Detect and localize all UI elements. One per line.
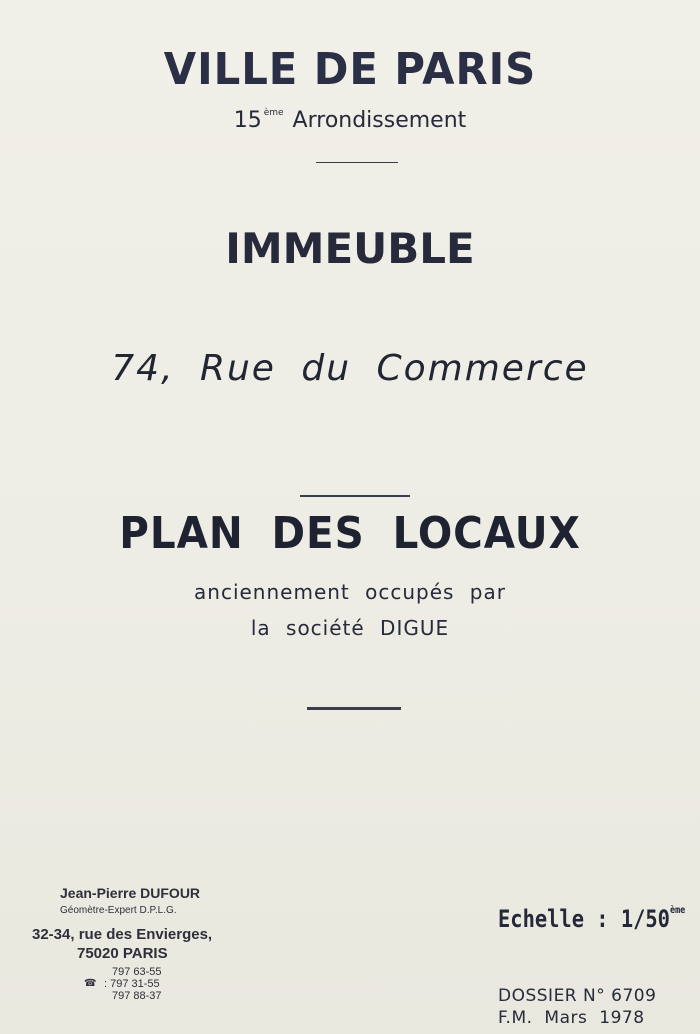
divider-1 [316,162,398,163]
surveyor-address-line1: 32-34, rue des Envierges, [32,926,213,943]
surveyor-address-line2: 75020 PARIS [77,945,168,962]
scale-value: Echelle : 1/50 [498,905,670,933]
surveyor-phone-1: 797 63-55 [112,966,162,978]
surveyor-title: Géomètre-Expert D.P.L.G. [60,905,177,916]
building-label: IMMEUBLE [225,224,475,273]
plan-title: PLAN DES LOCAUX [119,508,581,559]
building-address: 74, Rue du Commerce [111,348,589,389]
surveyor-name: Jean-Pierre DUFOUR [60,885,201,901]
telephone-icon: ☎ [84,978,97,989]
scale-label [498,905,685,933]
arrondissement-label: Arrondissement [292,108,467,133]
arrondissement-suffix: ème [263,108,284,118]
surveyor-phone-3: 797 88-37 [112,990,162,1002]
city-title: VILLE DE PARIS [163,44,537,95]
arrondissement [0,108,700,133]
divider-2 [300,495,410,497]
plan-subtitle-line1: anciennement occupés par [194,580,506,604]
dossier-number: DOSSIER N° 6709 [498,986,657,1006]
plan-subtitle-line2: la société DIGUE [250,616,450,640]
surveyor-phone-2: : 797 31-55 [104,978,160,990]
scale-suffix: ème [669,905,686,916]
author-date: F.M. Mars 1978 [498,1008,645,1028]
divider-3 [307,707,401,710]
arrondissement-number: 15 [233,108,262,133]
